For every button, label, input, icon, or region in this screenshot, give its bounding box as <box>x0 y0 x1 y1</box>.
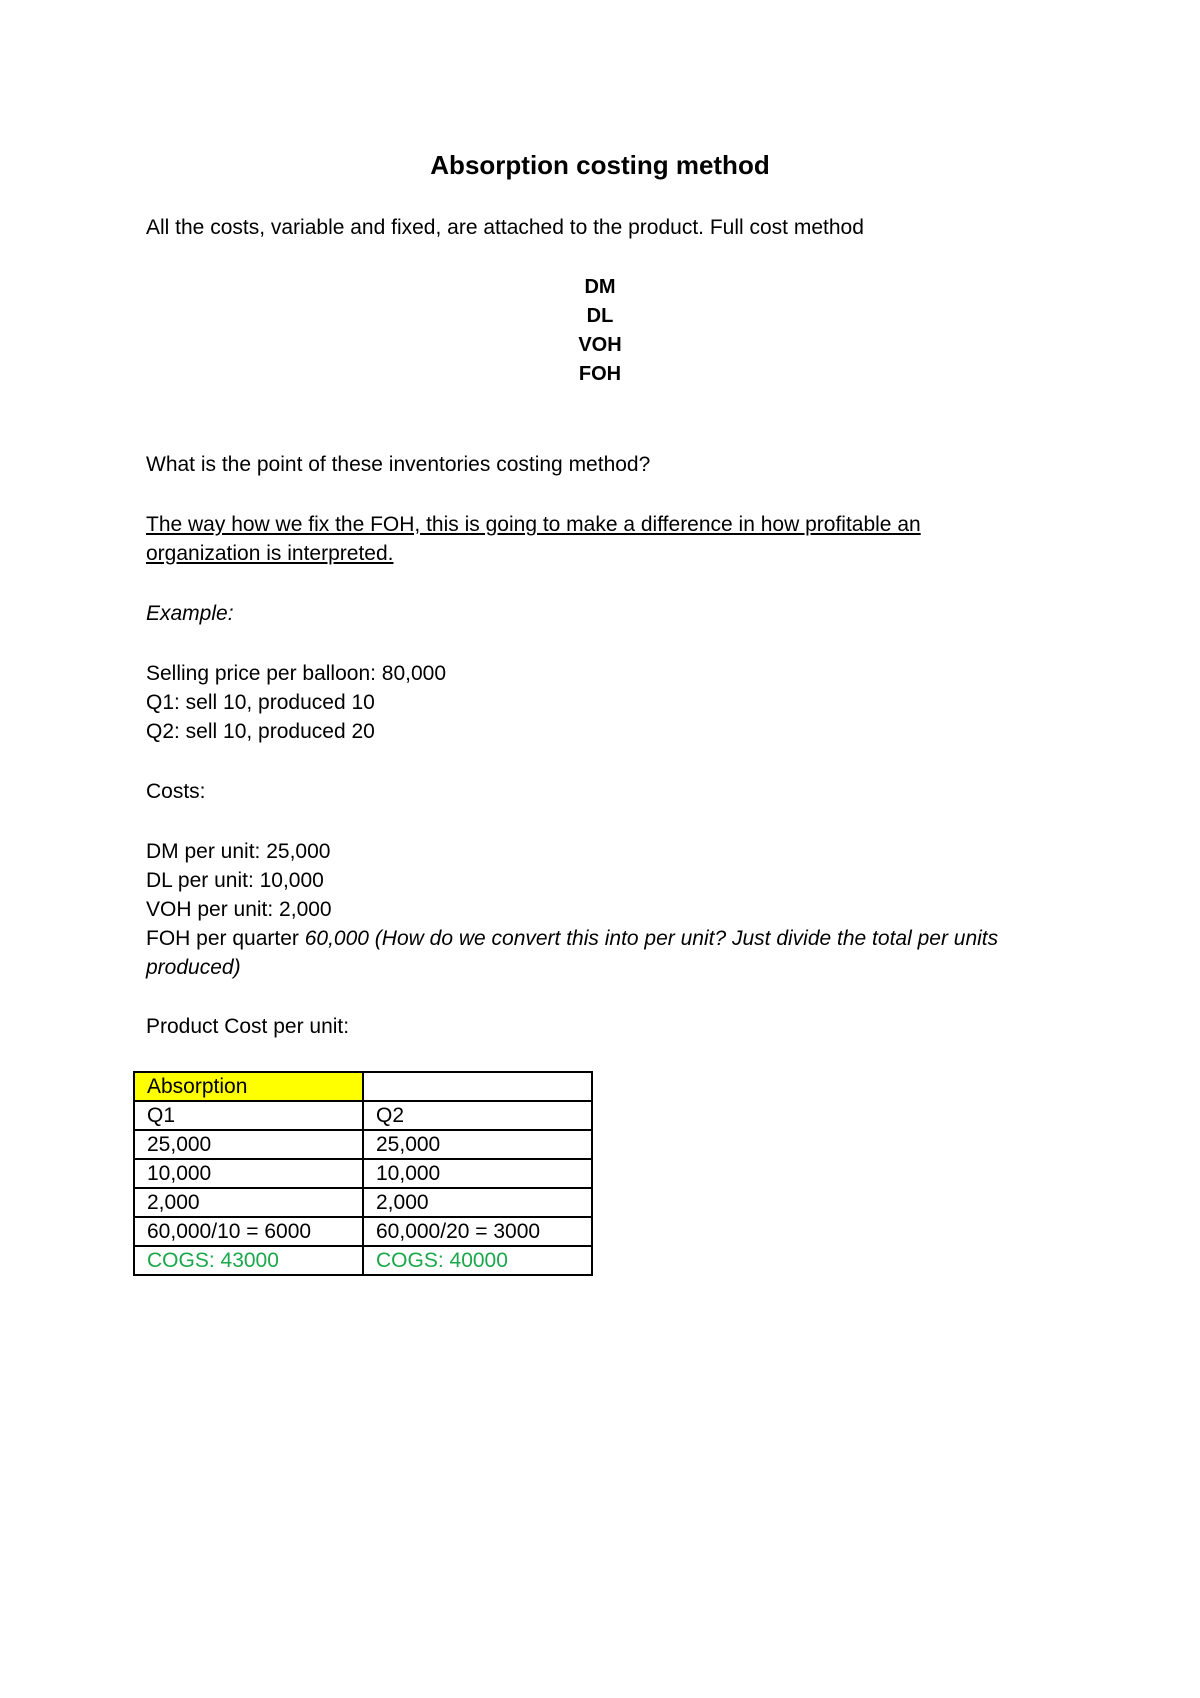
table-cell: 60,000/20 = 3000 <box>363 1217 592 1246</box>
cogs-cell-q2: COGS: 40000 <box>363 1246 592 1275</box>
table-row <box>134 1159 592 1188</box>
table-header-row <box>134 1072 592 1101</box>
table-cell: 10,000 <box>134 1159 363 1188</box>
product-cost-label: Product Cost per unit: <box>146 1015 350 1038</box>
cogs-row <box>134 1246 592 1275</box>
foh-cost-line <box>146 924 998 954</box>
example-label: Example: <box>146 602 234 625</box>
cost-item-voh: VOH <box>578 334 622 356</box>
cogs-cell-q1: COGS: 43000 <box>134 1246 363 1275</box>
table-cell: 25,000 <box>134 1130 363 1159</box>
dl-cost-line: DL per unit: 10,000 <box>146 869 324 892</box>
table-cell: 25,000 <box>363 1130 592 1159</box>
q1-line: Q1: sell 10, produced 10 <box>146 691 375 714</box>
question-text: What is the point of these inventories costing method? <box>146 453 651 476</box>
table-row <box>134 1188 592 1217</box>
answer-line-1: The way how we fix the FOH, this is going to make a difference in how profitable an <box>146 513 921 536</box>
foh-explanation: 60,000 (How do we convert this into per unit? Just divide the total per units <box>304 927 999 950</box>
q2-line: Q2: sell 10, produced 20 <box>146 720 375 743</box>
cost-item-dl: DL <box>586 305 614 327</box>
intro-text: All the costs, variable and fixed, are attached to the product. Full cost method <box>146 216 864 239</box>
cost-item-foh: FOH <box>578 363 622 385</box>
table-cell: 10,000 <box>363 1159 592 1188</box>
dm-cost-line: DM per unit: 25,000 <box>146 840 331 863</box>
table-row <box>134 1101 592 1130</box>
voh-cost-line: VOH per unit: 2,000 <box>146 898 332 921</box>
foh-explanation-continued: produced) <box>146 956 241 979</box>
table-header-cell <box>363 1072 592 1101</box>
foh-prefix: FOH per quarter <box>146 927 305 950</box>
selling-price-line: Selling price per balloon: 80,000 <box>146 662 447 685</box>
table-cell: Q2 <box>363 1101 592 1130</box>
table-row <box>134 1130 592 1159</box>
cost-item-dm: DM <box>584 276 616 298</box>
table-row <box>134 1217 592 1246</box>
page-title: Absorption costing method <box>430 150 770 180</box>
answer-line-2: organization is interpreted. <box>146 542 394 565</box>
table-cell: 2,000 <box>363 1188 592 1217</box>
table-header-cell: Absorption <box>134 1072 363 1101</box>
absorption-table <box>133 1071 593 1276</box>
costs-label: Costs: <box>146 780 206 803</box>
table-cell: 60,000/10 = 6000 <box>134 1217 363 1246</box>
table-cell: 2,000 <box>134 1188 363 1217</box>
table-cell: Q1 <box>134 1101 363 1130</box>
